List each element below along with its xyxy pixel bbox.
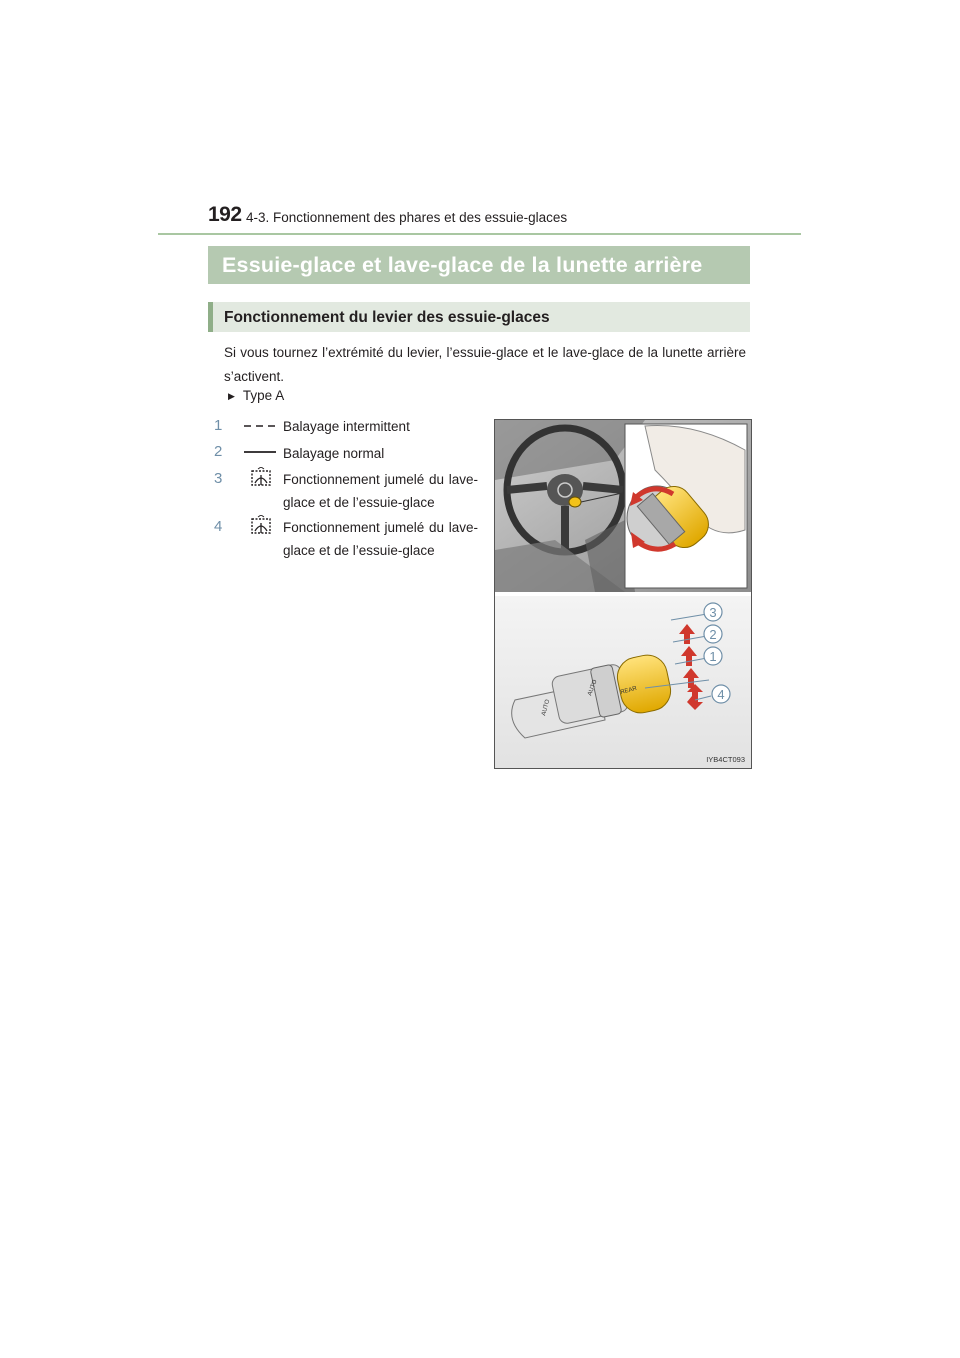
callout-1: 1 (709, 649, 717, 664)
callout-2: 2 (709, 627, 717, 642)
section-title: Essuie-glace et lave-glace de la lunette arrière (222, 253, 703, 277)
item-label-3: Fonctionnement jumelé du lave-glace et de l’essuie-glace (283, 472, 478, 510)
triangle-bullet-icon: ▶ (228, 391, 235, 401)
rear-washer-icon (250, 467, 272, 489)
subsection-title: Fonctionnement du levier des essuie-glaces (224, 309, 550, 326)
intro-paragraph: Si vous tournez l’extrémité du levier, l’essuie-glace et le lave-glace de la lunette arrière s’activent. (224, 345, 746, 384)
header-rule (158, 233, 801, 235)
page-number: 192 (208, 203, 242, 226)
wiper-lever-illustration (494, 419, 752, 769)
lever-label-auto-1: AUTO (541, 698, 552, 717)
type-label (228, 388, 284, 403)
lever-label-auto-2: AUTO (587, 679, 599, 697)
subsection-accent-bar (208, 302, 213, 332)
figure-code: IYB4CT093 (706, 755, 745, 764)
lever-tip-highlight (569, 497, 581, 507)
subsection-banner (208, 302, 750, 332)
solid-line-icon (244, 446, 276, 458)
item-number-2: 2 (214, 443, 223, 460)
running-header: 4-3. Fonctionnement des phares et des essuie-glaces (246, 210, 568, 225)
dashed-line-icon (244, 420, 276, 432)
illustration-svg (495, 420, 751, 768)
callout-4: 4 (717, 687, 725, 702)
lever-label-rear: REAR (619, 685, 638, 696)
type-label-text: Type A (242, 388, 285, 403)
item-number-4: 4 (214, 518, 223, 535)
rear-washer-icon (250, 515, 272, 537)
item-label-2: Balayage normal (283, 446, 385, 461)
item-label-1: Balayage intermittent (283, 419, 410, 434)
item-number-3: 3 (214, 470, 223, 487)
callout-3: 3 (709, 605, 717, 620)
item-label-4: Fonctionnement jumelé du lave-glace et de l’essuie-glace (283, 520, 478, 558)
item-number-1: 1 (214, 417, 223, 434)
section-banner (208, 246, 750, 284)
